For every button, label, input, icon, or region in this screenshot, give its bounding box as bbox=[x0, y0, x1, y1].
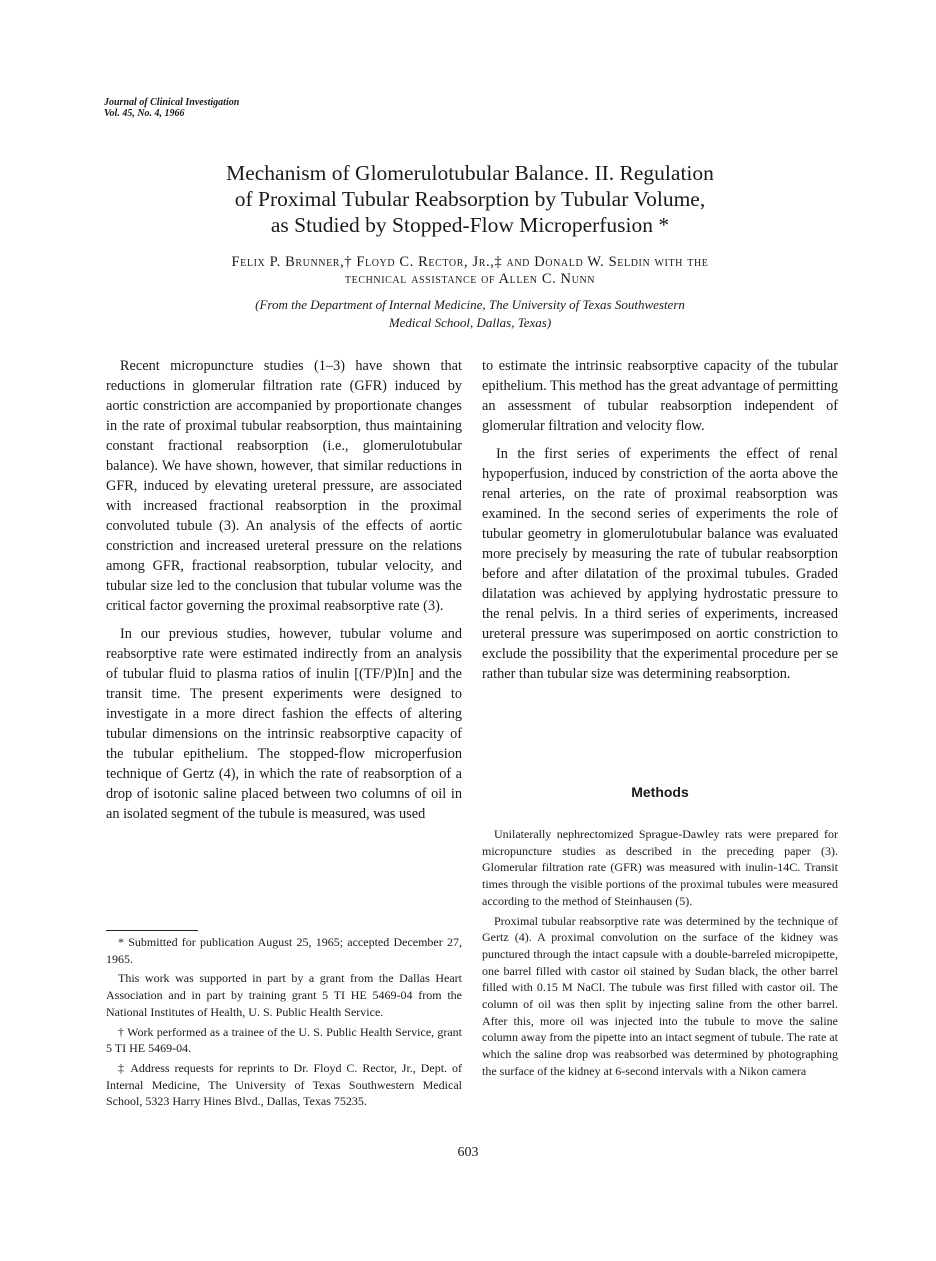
intro-paragraph-4: In the first series of experiments the effect of renal hypoperfusion, induced by constriction of the aorta above the renal arteries, on the rate of proximal reabsorption was examined. In the second series of experiments the role of tubular geometry in glomerulotubular balance was evaluated more precisely by measuring the rate of tubular reabsorption before and after dilatation of the proximal tubules. Graded dilatation was achieved by applying hydrostatic pressure to the renal pelvis. In a third series of experiments, increased ureteral pressure was superimposed on aortic constriction to exclude the possibility that the experimental procedure per se rather than tubular size was determining reabsorption. bbox=[482, 446, 838, 682]
journal-citation bbox=[104, 97, 239, 119]
article-title bbox=[150, 160, 790, 238]
intro-paragraph-3: to estimate the intrinsic reabsorptive capacity of the tubular epithelium. This method has the great advantage of permitting an assessment of tubular reabsorption independent of glomerular filtration and velocity flow. bbox=[482, 358, 838, 434]
journal-volume: Vol. 45, No. 4, 1966 bbox=[104, 108, 185, 119]
right-column bbox=[482, 356, 838, 692]
footnote-reprints: ‡ Address requests for reprints to Dr. Floyd C. Rector, Jr., Dept. of Internal Medicine, The University of Texas Southwestern Medical School, 5323 Harry Hines Blvd., Dallas, Texas 75235. bbox=[106, 1060, 462, 1109]
affiliation-line-1: (From the Department of Internal Medicine, The University of Texas Southwestern bbox=[255, 297, 685, 312]
title-line-3: as Studied by Stopped-Flow Microperfusion * bbox=[270, 213, 670, 237]
footnotes bbox=[106, 934, 462, 1113]
methods-paragraph-1: Unilaterally nephrectomized Sprague-Dawley rats were prepared for micropuncture studies as described in the preceding paper (3). Glomerular filtration rate (GFR) was measured with inulin-14C. Transit times through the visible portions of the proximal tubules were measured according to the method of Steinhausen (5). bbox=[482, 827, 838, 908]
methods-heading: Methods bbox=[631, 784, 689, 800]
methods-section bbox=[482, 826, 838, 1083]
intro-paragraph-1: Recent micropuncture studies (1–3) have shown that reductions in glomerular filtration rate (GFR) induced by aortic constriction are accompanied by proportionate changes in the rate of proximal tubular reabsorption, thus maintaining constant fractional reabsorption (i.e., glomerulotubular balance). We have shown, however, that similar reductions in GFR, induced by elevating ureteral pressure, are associated with increased fractional reabsorption in the proximal convoluted tubule (3). An analysis of the effects of aortic constriction and increased ureteral pressure on the relations among GFR, fractional reabsorption, tubular velocity, and tubular size led to the conclusion that tubular volume was the critical factor governing the proximal reabsorptive rate (3). bbox=[106, 358, 462, 614]
title-line-2: of Proximal Tubular Reabsorption by Tubular Volume, bbox=[234, 187, 706, 211]
methods-paragraph-2: Proximal tubular reabsorptive rate was determined by the technique of Gertz (4). A proximal convolution on the surface of the kidney was punctured through the intact capsule with a double-barreled micropipette, one barrel filled with castor oil stained by Sudan black, the other barrel filled with 0.15 M NaCl. The tubule was first filled with castor oil. The column of oil was then split by injecting saline from the other barrel. After this, more oil was injected into the tubule to move the saline column away from the pipette into an intact segment of tubule. The rate at which the saline drop was reabsorbed was determined by photographing the surface of the kidney at 6-second intervals with a Nikon camera bbox=[482, 913, 838, 1078]
footnote-submitted: * Submitted for publication August 25, 1965; accepted December 27, 1965. bbox=[106, 935, 462, 966]
affiliation-line-2: Medical School, Dallas, Texas) bbox=[388, 315, 552, 330]
footnote-trainee: † Work performed as a trainee of the U. S. Public Health Service, grant 5 TI HE 5469-04. bbox=[106, 1024, 462, 1056]
authors-line-1: Felix P. Brunner,† Floyd C. Rector, Jr.,‡ and Donald W. Seldin with the bbox=[231, 254, 709, 270]
authors-line-2: technical assistance of Allen C. Nunn bbox=[344, 271, 596, 287]
affiliation bbox=[150, 296, 790, 332]
intro-paragraph-2: In our previous studies, however, tubular volume and reabsorptive rate were estimated indirectly from an analysis of tubular fluid to plasma ratios of inulin [(TF/P)In] and the transit time. The present experiments were designed to investigate in a more direct fashion the effects of altering tubular dimensions on the intrinsic reabsorptive capacity of the tubular epithelium. The stopped-flow microperfusion technique of Gertz (4), in which the rate of reabsorption of a drop of isotonic saline placed between two columns of oil in an isolated segment of the tubule is measured, was used bbox=[106, 626, 462, 822]
title-line-1: Mechanism of Glomerulotubular Balance. II. Regulation bbox=[226, 161, 714, 185]
left-column bbox=[106, 356, 462, 832]
journal-name: Journal of Clinical Investigation bbox=[104, 97, 240, 108]
page-number: 603 bbox=[457, 1145, 479, 1160]
footnote-grant: This work was supported in part by a grant from the Dallas Heart Association and in part by training grant 5 TI HE 5469-04 from the National Institutes of Health, U. S. Public Health Service. bbox=[106, 971, 462, 1019]
footnote-divider bbox=[106, 930, 198, 931]
author-list bbox=[150, 254, 790, 288]
